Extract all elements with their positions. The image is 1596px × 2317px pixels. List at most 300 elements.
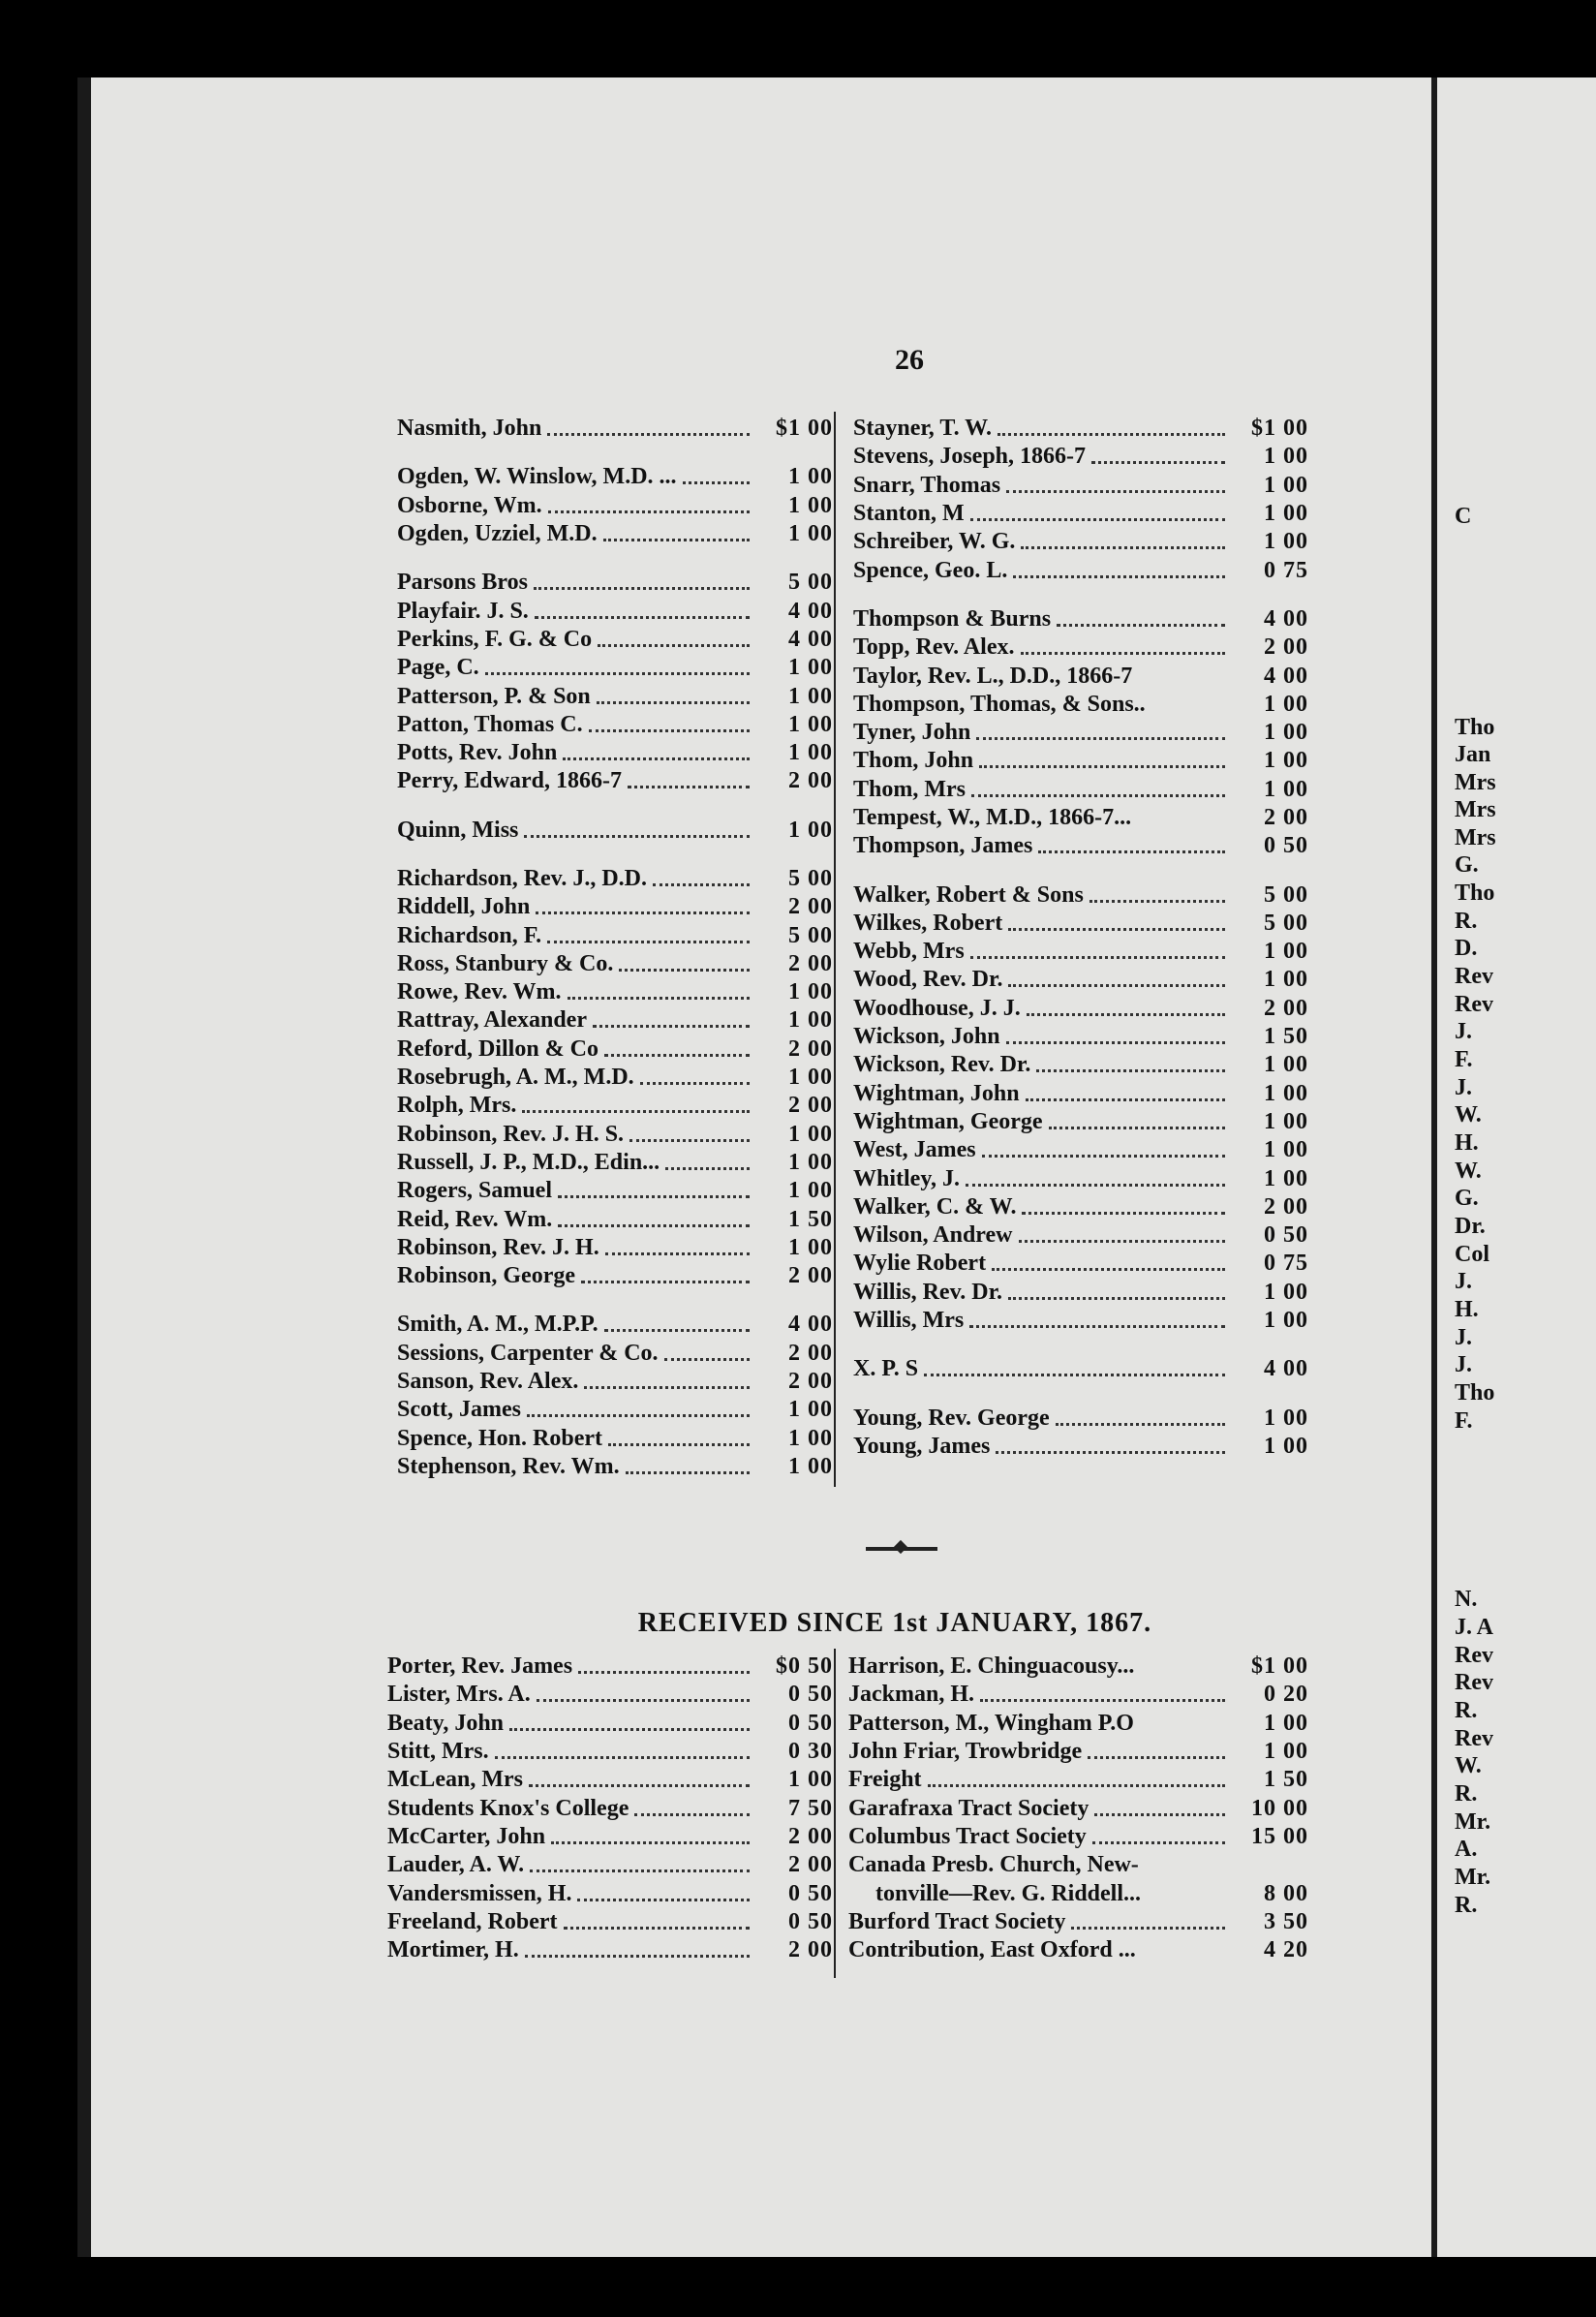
leader-dots xyxy=(548,510,750,513)
leader-dots xyxy=(547,433,750,436)
subscriber-name: Lister, Mrs. A. xyxy=(387,1682,531,1708)
adjacent-page-fragment: J. xyxy=(1455,1269,1472,1294)
subscription-amount: 5 00 xyxy=(1264,910,1308,936)
subscription-amount: 5 00 xyxy=(788,922,833,948)
subscription-amount: 2 00 xyxy=(788,1937,833,1963)
subscriber-entry xyxy=(853,1108,1308,1136)
subscriber-entry xyxy=(853,1080,1308,1108)
leader-dots xyxy=(1091,461,1225,464)
subscriber-entry xyxy=(397,950,833,978)
subscriber-entry xyxy=(397,1234,833,1262)
leader-dots xyxy=(996,1451,1225,1454)
leader-dots xyxy=(551,1841,750,1844)
leader-dots xyxy=(1006,1041,1225,1044)
subscriber-name: Ogden, W. Winslow, M.D. ... xyxy=(397,464,677,490)
subscriber-entry xyxy=(848,1738,1308,1766)
subscription-amount: 1 00 xyxy=(1264,1308,1308,1334)
subscription-amount: 1 00 xyxy=(1264,967,1308,993)
subscriber-entry xyxy=(387,1936,833,1964)
subscriber-name: Mortimer, H. xyxy=(387,1937,519,1963)
subscriber-entry xyxy=(397,569,833,597)
adjacent-page-fragment: Mr. xyxy=(1455,1865,1491,1890)
subscription-amount: 1 00 xyxy=(1264,1739,1308,1765)
subscriber-name: Burford Tract Society xyxy=(848,1908,1066,1934)
subscriber-entry xyxy=(397,1340,833,1368)
subscription-amount: 1 00 xyxy=(788,1767,833,1793)
subscriber-name: Snarr, Thomas xyxy=(853,472,1001,498)
subscription-amount: 1 00 xyxy=(1264,444,1308,470)
subscription-amount: 1 00 xyxy=(788,1453,833,1479)
subscriber-name: Stanton, M xyxy=(853,501,965,527)
leader-dots xyxy=(1008,928,1225,931)
subscription-amount: 1 00 xyxy=(788,1065,833,1091)
subscriber-entry xyxy=(397,415,833,443)
subscription-amount: 2 00 xyxy=(788,1093,833,1119)
subscriber-entry xyxy=(853,804,1308,832)
subscriber-entry xyxy=(387,1681,833,1709)
leader-dots xyxy=(619,969,750,972)
subscriber-name: Robinson, George xyxy=(397,1263,576,1289)
adjacent-page-fragment: R. xyxy=(1455,909,1478,934)
subscription-amount: 2 00 xyxy=(788,894,833,920)
subscriber-entry xyxy=(397,711,833,739)
entry-spacer xyxy=(397,796,833,817)
subscriber-name: Wickson, John xyxy=(853,1024,1000,1050)
subscriber-name: McCarter, John xyxy=(387,1823,546,1849)
subscription-amount: 1 00 xyxy=(1264,1108,1308,1134)
subscriber-name: John Friar, Trowbridge xyxy=(848,1739,1083,1765)
subscriber-name: Canada Presb. Church, New- xyxy=(848,1852,1139,1878)
adjacent-page-fragment: Mrs xyxy=(1455,797,1496,822)
subscriber-entry xyxy=(387,1738,833,1766)
entry-spacer xyxy=(397,845,833,865)
subscription-amount: 0 75 xyxy=(1264,557,1308,583)
leader-dots xyxy=(529,1784,750,1787)
subscriber-name: Webb, Mrs xyxy=(853,939,965,965)
subscriber-entry xyxy=(848,1794,1308,1822)
leader-dots xyxy=(1026,1098,1225,1101)
leader-dots xyxy=(604,1054,750,1057)
subscriber-name: Beaty, John xyxy=(387,1710,505,1736)
subscriber-entry xyxy=(853,1405,1308,1433)
subscriber-name: Harrison, E. Chinguacousy... xyxy=(848,1653,1135,1680)
subscriber-entry xyxy=(853,500,1308,528)
subscriber-entry xyxy=(853,1221,1308,1250)
subscription-amount: 1 00 xyxy=(1264,1279,1308,1305)
subscriber-name: McLean, Mrs xyxy=(387,1767,523,1793)
subscriber-entry xyxy=(397,1149,833,1177)
subscription-amount: 0 20 xyxy=(1264,1682,1308,1708)
leader-dots xyxy=(485,672,750,675)
subscriber-name: Thompson & Burns xyxy=(853,605,1052,632)
subscription-amount: 0 50 xyxy=(1264,833,1308,859)
subscriber-entry xyxy=(397,626,833,654)
subscriber-entry xyxy=(397,1311,833,1339)
subscriber-entry xyxy=(387,1766,833,1794)
adjacent-page-fragment: Rev xyxy=(1455,992,1493,1017)
subscription-amount: 0 50 xyxy=(788,1880,833,1906)
subscription-amount: 2 00 xyxy=(788,1369,833,1395)
leader-dots xyxy=(1019,1240,1226,1243)
subscription-amount: 2 00 xyxy=(1264,1193,1308,1220)
subscriber-entry xyxy=(397,1121,833,1149)
leader-dots xyxy=(589,729,750,732)
leader-dots xyxy=(536,911,750,914)
subscriber-entry xyxy=(853,556,1308,584)
leader-dots xyxy=(1056,1423,1225,1426)
subscriber-name: Lauder, A. W. xyxy=(387,1852,525,1878)
subscriber-entry xyxy=(853,910,1308,938)
subscriber-entry xyxy=(853,966,1308,994)
subscriber-name: Young, Rev. George xyxy=(853,1405,1050,1431)
subscriber-name: Young, James xyxy=(853,1433,991,1459)
leader-dots xyxy=(982,1155,1225,1158)
leader-dots xyxy=(1013,575,1225,578)
column-divider xyxy=(834,412,836,1487)
subscription-amount: 1 00 xyxy=(1264,1137,1308,1163)
subscriber-entry xyxy=(397,520,833,548)
subscriber-entry xyxy=(848,1766,1308,1794)
leader-dots xyxy=(653,883,750,886)
leader-dots xyxy=(524,835,750,838)
leader-dots xyxy=(547,941,750,943)
subscriber-entry xyxy=(397,978,833,1006)
leader-dots xyxy=(598,644,750,647)
adjacent-page-fragment: W. xyxy=(1455,1158,1482,1184)
bottom-left-column xyxy=(387,1653,833,1964)
subscription-amount: 1 00 xyxy=(1264,748,1308,774)
adjacent-page-edge xyxy=(1431,77,1596,2257)
subscriber-entry xyxy=(848,1851,1308,1879)
subscriber-entry xyxy=(397,1064,833,1092)
subscription-amount: 1 00 xyxy=(1264,720,1308,746)
adjacent-page-fragment: N. xyxy=(1455,1587,1478,1612)
leader-dots xyxy=(1036,1069,1225,1072)
subscription-amount: 1 00 xyxy=(1264,1710,1308,1736)
subscription-amount: 1 00 xyxy=(1264,691,1308,717)
subscriber-name: Wylie Robert xyxy=(853,1251,987,1277)
subscription-amount: 1 00 xyxy=(788,740,833,766)
leader-dots xyxy=(664,1358,750,1361)
subscription-amount: 5 00 xyxy=(788,866,833,891)
subscriber-entry xyxy=(853,1250,1308,1278)
leader-dots xyxy=(525,1955,750,1958)
leader-dots xyxy=(969,1325,1225,1328)
leader-dots xyxy=(597,701,750,704)
leader-dots xyxy=(924,1374,1225,1376)
subscriber-name: Richardson, Rev. J., D.D. xyxy=(397,866,648,891)
subscription-amount: 1 00 xyxy=(788,683,833,709)
subscription-amount: $1 00 xyxy=(776,416,833,442)
subscription-amount: 1 00 xyxy=(788,492,833,518)
subscription-amount: 1 00 xyxy=(1264,1080,1308,1106)
subscriber-name: Perkins, F. G. & Co xyxy=(397,626,593,652)
leader-dots xyxy=(558,1195,750,1198)
subscription-amount: 1 00 xyxy=(1264,1052,1308,1078)
subscription-amount: 1 00 xyxy=(788,979,833,1005)
adjacent-page-fragment: H. xyxy=(1455,1130,1479,1156)
page-number: 26 xyxy=(895,344,924,376)
subscription-amount: 1 00 xyxy=(1264,776,1308,802)
leader-dots xyxy=(530,1869,750,1872)
leader-dots xyxy=(1038,850,1225,853)
subscriber-entry xyxy=(853,1136,1308,1164)
leader-dots xyxy=(578,1671,750,1674)
adjacent-page-fragment: Mrs xyxy=(1455,825,1496,850)
subscriber-name: Ross, Stanbury & Co. xyxy=(397,950,614,976)
leader-dots xyxy=(577,1899,750,1901)
subscriber-name: Stevens, Joseph, 1866-7 xyxy=(853,444,1087,470)
adjacent-page-fragment: G. xyxy=(1455,852,1479,878)
leader-dots xyxy=(966,1184,1225,1187)
subscriber-name: Reford, Dillon & Co xyxy=(397,1035,598,1062)
leader-dots xyxy=(558,1224,750,1227)
adjacent-page-fragment: J. A xyxy=(1455,1615,1494,1640)
leader-dots xyxy=(980,1699,1225,1702)
subscriber-name: Garafraxa Tract Society xyxy=(848,1795,1090,1821)
subscriber-name: Rolph, Mrs. xyxy=(397,1093,517,1119)
subscriber-name: Porter, Rev. James xyxy=(387,1653,573,1680)
subscription-amount: 4 00 xyxy=(1264,605,1308,632)
subscription-amount: 0 30 xyxy=(788,1739,833,1765)
right-subscriber-column xyxy=(853,415,1308,1461)
subscription-amount: 2 00 xyxy=(1264,634,1308,661)
subscription-amount: 1 00 xyxy=(788,1425,833,1451)
document-page xyxy=(77,77,1437,2257)
subscriber-name: Russell, J. P., M.D., Edin... xyxy=(397,1149,660,1175)
subscriber-name: Freeland, Robert xyxy=(387,1908,558,1934)
subscriber-entry xyxy=(853,1164,1308,1192)
adjacent-page-fragment: R. xyxy=(1455,1781,1478,1807)
leader-dots xyxy=(1021,546,1225,549)
leader-dots xyxy=(665,1167,750,1170)
subscription-amount: 1 00 xyxy=(788,1121,833,1147)
subscriber-name: Stitt, Mrs. xyxy=(387,1739,489,1765)
adjacent-page-fragment: Tho xyxy=(1455,880,1495,906)
leader-dots xyxy=(970,518,1225,521)
subscriber-entry xyxy=(853,1023,1308,1051)
adjacent-page-fragment: A. xyxy=(1455,1837,1478,1862)
subscription-amount: 4 00 xyxy=(788,626,833,652)
adjacent-page-fragment: W. xyxy=(1455,1753,1482,1778)
subscriber-name: Columbus Tract Society xyxy=(848,1823,1087,1849)
subscriber-entry xyxy=(853,443,1308,471)
subscriber-entry xyxy=(397,1425,833,1453)
adjacent-page-fragment: Mr. xyxy=(1455,1809,1491,1835)
leader-dots xyxy=(683,481,750,484)
subscriber-name: Whitley, J. xyxy=(853,1165,961,1191)
subscriber-name: Willis, Mrs xyxy=(853,1308,965,1334)
leader-dots xyxy=(640,1082,750,1085)
subscriber-entry xyxy=(853,528,1308,556)
subscriber-entry xyxy=(848,1681,1308,1709)
adjacent-page-fragment: R. xyxy=(1455,1893,1478,1918)
subscription-amount: 1 00 xyxy=(788,1149,833,1175)
leader-dots xyxy=(522,1110,750,1113)
subscriber-entry xyxy=(853,1433,1308,1461)
subscriber-entry xyxy=(853,1279,1308,1307)
subscriber-name: Parsons Bros xyxy=(397,570,528,596)
adjacent-page-fragment: Mrs xyxy=(1455,770,1496,795)
subscriber-name: Rowe, Rev. Wm. xyxy=(397,979,562,1005)
adjacent-page-fragment: C xyxy=(1455,504,1472,529)
subscriber-entry xyxy=(397,1035,833,1064)
subscriber-name: Wightman, George xyxy=(853,1108,1043,1134)
leader-dots xyxy=(1094,1813,1225,1816)
subscriber-entry xyxy=(397,654,833,682)
subscriber-name: Osborne, Wm. xyxy=(397,492,542,518)
subscription-amount: $1 00 xyxy=(1251,1653,1308,1680)
adjacent-page-fragment: F. xyxy=(1455,1047,1473,1072)
subscriber-name: Schreiber, W. G. xyxy=(853,529,1016,555)
subscriber-name: Stephenson, Rev. Wm. xyxy=(397,1453,620,1479)
section-ornament xyxy=(866,1547,937,1551)
leader-dots xyxy=(928,1784,1225,1787)
subscriber-entry xyxy=(848,1653,1308,1681)
subscription-amount: 1 00 xyxy=(788,1234,833,1260)
subscription-amount: 1 00 xyxy=(1264,472,1308,498)
subscription-amount: 1 00 xyxy=(788,1397,833,1423)
subscription-amount: 0 50 xyxy=(788,1710,833,1736)
leader-dots xyxy=(1090,900,1225,903)
leader-dots xyxy=(970,956,1225,959)
leader-dots xyxy=(604,1329,750,1332)
subscription-amount: 15 00 xyxy=(1251,1823,1308,1849)
subscriber-entry xyxy=(853,938,1308,966)
subscriber-name: Patton, Thomas C. xyxy=(397,711,583,737)
leader-dots xyxy=(971,794,1225,797)
leader-dots xyxy=(605,1252,750,1255)
adjacent-page-fragment: Rev xyxy=(1455,1670,1493,1695)
subscriber-entry xyxy=(853,719,1308,747)
subscription-amount: 1 00 xyxy=(788,1178,833,1204)
subscriber-name: Students Knox's College xyxy=(387,1795,629,1821)
subscriber-entry xyxy=(397,921,833,949)
subscriber-entry xyxy=(853,605,1308,633)
subscriber-name: Spence, Hon. Robert xyxy=(397,1425,602,1451)
subscriber-name: Spence, Geo. L. xyxy=(853,557,1008,583)
subscriber-name: Wilson, Andrew xyxy=(853,1222,1013,1249)
subscriber-name: Reid, Rev. Wm. xyxy=(397,1206,553,1232)
adjacent-page-fragment: Rev xyxy=(1455,964,1493,989)
subscriber-entry xyxy=(397,1092,833,1120)
subscriber-entry xyxy=(853,415,1308,443)
subscription-amount: 4 00 xyxy=(788,1312,833,1338)
leader-dots xyxy=(535,616,750,619)
subscriber-entry xyxy=(853,995,1308,1023)
leader-dots xyxy=(593,1025,750,1028)
leader-dots xyxy=(537,1699,750,1702)
subscriber-entry xyxy=(387,1653,833,1681)
adjacent-page-fragment: R. xyxy=(1455,1698,1478,1723)
leader-dots xyxy=(979,765,1225,768)
entry-spacer xyxy=(853,1384,1308,1405)
adjacent-page-fragment: Tho xyxy=(1455,1380,1495,1406)
leader-dots xyxy=(581,1281,750,1283)
subscriber-entry xyxy=(853,1307,1308,1335)
subscriber-name: Walker, C. & W. xyxy=(853,1193,1017,1220)
leader-dots xyxy=(584,1386,750,1389)
left-subscriber-column xyxy=(397,415,833,1481)
subscription-amount: 4 00 xyxy=(1264,663,1308,689)
subscriber-name: Nasmith, John xyxy=(397,416,542,442)
leader-dots xyxy=(998,433,1225,436)
leader-dots xyxy=(1021,652,1226,655)
subscriber-entry xyxy=(853,1193,1308,1221)
subscriber-entry xyxy=(387,1908,833,1936)
leader-dots xyxy=(976,737,1225,740)
leader-dots xyxy=(1071,1927,1225,1930)
leader-dots xyxy=(608,1443,750,1446)
subscription-amount: 0 75 xyxy=(1264,1251,1308,1277)
subscriber-entry xyxy=(848,1823,1308,1851)
leader-dots xyxy=(1057,624,1225,627)
leader-dots xyxy=(1008,984,1225,987)
subscriber-name: Rattray, Alexander xyxy=(397,1007,587,1034)
entry-spacer xyxy=(853,1335,1308,1355)
subscription-amount: 3 50 xyxy=(1264,1908,1308,1934)
leader-dots xyxy=(564,1927,750,1930)
subscriber-name: Contribution, East Oxford ... xyxy=(848,1937,1136,1963)
adjacent-page-fragment: H. xyxy=(1455,1297,1479,1322)
bottom-column-divider xyxy=(834,1649,836,1978)
subscriber-name: Wilkes, Robert xyxy=(853,910,1003,936)
subscription-amount: $1 00 xyxy=(1251,416,1308,442)
subscriber-entry xyxy=(853,633,1308,662)
subscriber-name: Vandersmissen, H. xyxy=(387,1880,572,1906)
subscriber-name: Robinson, Rev. J. H. S. xyxy=(397,1121,625,1147)
adjacent-page-fragment: Col xyxy=(1455,1242,1489,1267)
subscriber-entry xyxy=(397,1396,833,1424)
leader-dots xyxy=(563,757,750,760)
subscription-amount: 1 00 xyxy=(1264,1405,1308,1431)
subscriber-name: Tempest, W., M.D., 1866-7... xyxy=(853,805,1132,830)
entry-spacer xyxy=(397,548,833,569)
adjacent-page-fragment: D. xyxy=(1455,936,1478,961)
section-heading: RECEIVED SINCE 1st JANUARY, 1867. xyxy=(637,1608,1152,1638)
subscriber-name: Wightman, John xyxy=(853,1080,1020,1106)
subscriber-entry xyxy=(848,1879,1308,1907)
leader-dots xyxy=(628,786,750,788)
leader-dots xyxy=(568,997,750,1000)
subscriber-entry xyxy=(397,463,833,491)
adjacent-page-fragment: F. xyxy=(1455,1408,1473,1434)
subscriber-name: Playfair. J. S. xyxy=(397,598,529,624)
subscriber-name: Richardson, F. xyxy=(397,922,542,948)
subscription-amount: 1 00 xyxy=(788,817,833,843)
subscriber-name: Ogden, Uzziel, M.D. xyxy=(397,521,598,547)
subscriber-name: Patterson, M., Wingham P.O xyxy=(848,1710,1134,1736)
subscription-amount: 1 00 xyxy=(1264,939,1308,965)
subscriber-name: Scott, James xyxy=(397,1397,521,1423)
leader-dots xyxy=(629,1139,750,1142)
subscription-amount: 1 00 xyxy=(788,1007,833,1034)
leader-dots xyxy=(626,1471,750,1474)
leader-dots xyxy=(634,1813,750,1816)
subscription-amount: 4 20 xyxy=(1264,1937,1308,1963)
subscription-amount: 1 00 xyxy=(788,521,833,547)
subscriber-name: Rogers, Samuel xyxy=(397,1178,552,1204)
subscriber-name: Taylor, Rev. L., D.D., 1866-7 xyxy=(853,663,1133,689)
subscriber-name: Rosebrugh, A. M., M.D. xyxy=(397,1065,634,1091)
leader-dots xyxy=(1006,490,1225,493)
leader-dots xyxy=(603,539,750,541)
subscription-amount: 2 00 xyxy=(788,1852,833,1878)
subscription-amount: 2 00 xyxy=(788,768,833,794)
entry-spacer xyxy=(397,1290,833,1311)
subscription-amount: 1 50 xyxy=(788,1206,833,1232)
subscriber-entry xyxy=(387,1794,833,1822)
